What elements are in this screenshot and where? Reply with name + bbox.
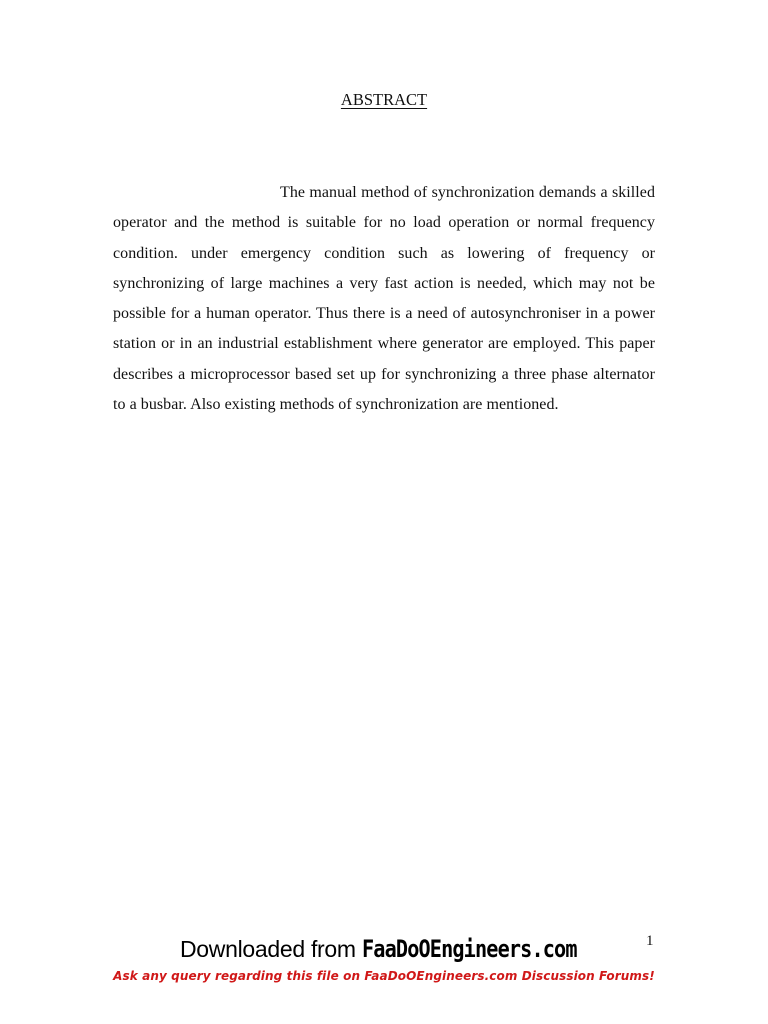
abstract-heading-text: ABSTRACT xyxy=(340,90,428,109)
download-prefix: Downloaded from xyxy=(180,936,362,962)
abstract-heading xyxy=(0,90,768,110)
forum-query-notice: Ask any query regarding this file on FaaDoOEngineers.com Discussion Forums! xyxy=(113,969,655,983)
page-number: 1 xyxy=(646,933,654,949)
site-name-logo: FaaDoOEngineers.com xyxy=(361,935,577,963)
abstract-paragraph: The manual method of synchronization demands a skilled operator and the method is suitable for no load operation or normal frequency condition. under emergency condition such as lowering of frequency or synchronizing of large machines a very fast action is needed, which may not be possible for a human operator. Thus there is a need of autosynchroniser in a power station or in an industrial establishment where generator are employed. This paper describes a microprocessor based set up for synchronizing a three phase alternator to a busbar. Also existing methods of synchronization are mentioned. xyxy=(113,184,655,414)
